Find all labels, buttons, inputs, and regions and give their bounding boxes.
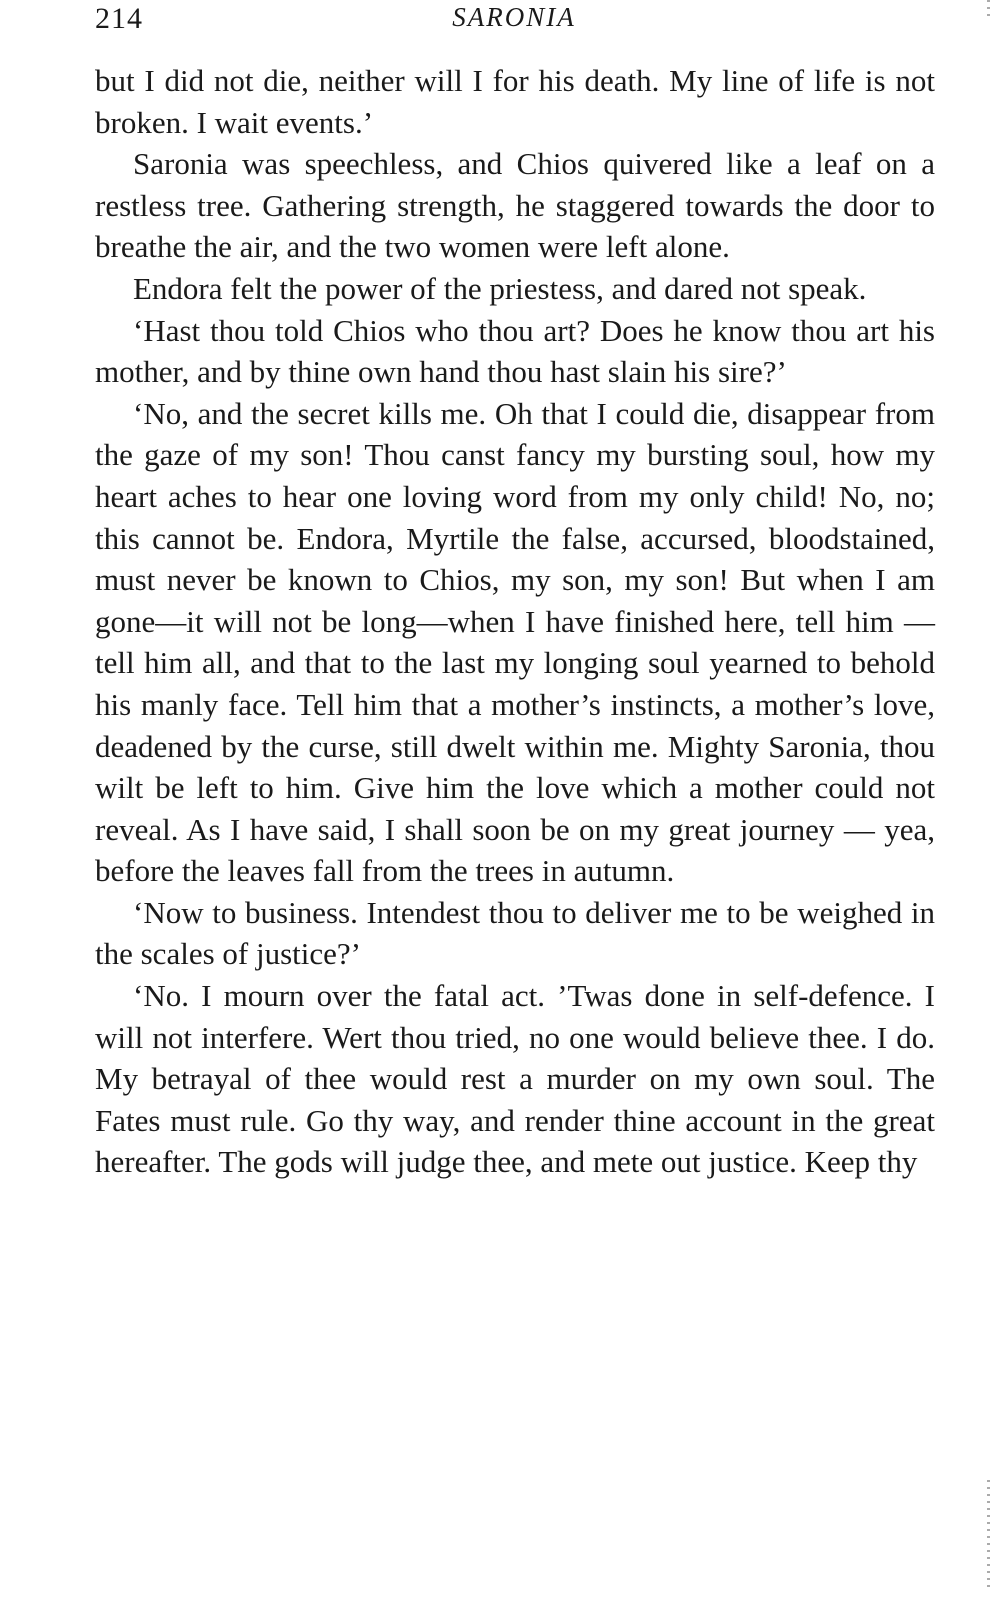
running-head: SARONIA (452, 2, 576, 32)
body-text (95, 60, 935, 1183)
paragraph: Saronia was speechless, and Chios quivered like a leaf on a restless tree. Gathering strength, he staggered towards the door to breathe the air, and the two women were left alone. (95, 146, 935, 265)
paragraph: ‘No. I mourn over the fatal act. ’Twas done in self-defence. I will not interfere. Wert thou tried, no one would believe thee. I do. My betrayal of thee would rest a murder on my own soul. The Fates must rule. Go thy way, and render thine account in the great hereafter. The gods will judge thee, and mete out justice. Keep thy (95, 978, 935, 1180)
paragraph: ‘Now to business. Intendest thou to deliver me to be weighed in the scales of justice?’ (95, 894, 935, 972)
paragraph: ‘Hast thou told Chios who thou art? Does he know thou art his mother, and by thine own hand thou hast slain his sire?’ (95, 312, 935, 390)
scan-edge-mark (987, 0, 990, 18)
page-number: 214 (95, 2, 143, 35)
scan-edge-mark (987, 1480, 990, 1590)
paragraph: ‘No, and the secret kills me. Oh that I could die, disappear from the gaze of my son! Thou canst fancy my bursting soul, how my heart aches to hear one loving word from my only child! No, no; this cannot be. Endora, Myrtile the false, accursed, bloodstained, must never be known to Chios, my son, my son! But when I am gone—it will not be long—when I have finished here, tell him — tell him all, and that to the last my longing soul yearned to behold his manly face. Tell him that a mother’s instincts, a mother’s love, deadened by the curse, still dwelt within me. Mighty Saronia, thou wilt be left to him. Give him the love which a mother could not reveal. As I have said, I shall soon be on my great journey — yea, before the leaves fall from the trees in autumn. (95, 395, 935, 889)
page-header (95, 2, 933, 42)
paragraph: Endora felt the power of the priestess, and dared not speak. (133, 270, 867, 306)
paragraph: but I did not die, neither will I for his death. My line of life is not broken. I wait events.’ (95, 63, 935, 140)
